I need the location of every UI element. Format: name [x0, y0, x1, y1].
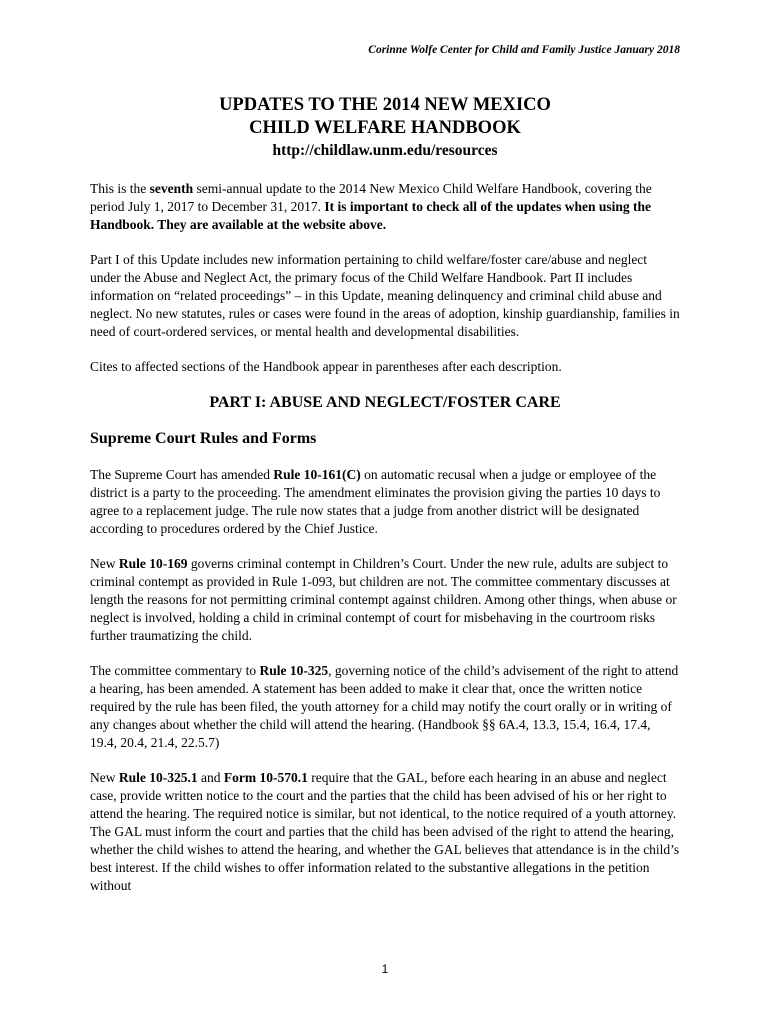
document-title-line-2: CHILD WELFARE HANDBOOK [249, 118, 521, 138]
resources-url: http://childlaw.unm.edu/resources [272, 142, 498, 159]
rule-10-169-paragraph: New Rule 10-169 governs criminal contempt in Children’s Court. Under the new rule, adults are subject to criminal contempt as provided in Rule 1-093, but children are not. The committee commentary discusses at length the reasons for not permitting criminal contempt against children. Among other things, when abuse or neglect is involved, holding a child in criminal contempt of court for misbehaving in the courtroom risks further traumatizing the child. [90, 556, 677, 643]
document-title-line-1: UPDATES TO THE 2014 NEW MEXICO [219, 95, 551, 115]
title-block [90, 94, 680, 162]
rule-10-325-1-paragraph: New Rule 10-325.1 and Form 10-570.1 require that the GAL, before each hearing in an abuse and neglect case, provide written notice to the court and the parties that the child has been advised of his or her right to attend the hearing. The required notice is similar, but not identical, to the notice required of a youth attorney. The GAL must inform the court and parties that the child has been advised of the right to attend the hearing, whether the child wishes to attend the hearing, and whether the GAL believes that attendance is in the child’s best interest. If the child wishes to offer information related to the substantive allegations in the petition without [90, 770, 680, 893]
rule-10-325-paragraph: The committee commentary to Rule 10-325, governing notice of the child’s advisement of the right to attend a hearing, has been amended. A statement has been added to make it clear that, once the written notice required by the rule has been filed, the youth attorney for a child may notify the court orally or in writing of any changes about whether the child will attend the hearing. (Handbook §§ 6A.4, 13.3, 15.4, 16.4, 17.4, 19.4, 20.4, 21.4, 22.5.7) [90, 663, 679, 750]
document-body [90, 180, 680, 912]
intro-paragraph-2: Part I of this Update includes new information pertaining to child welfare/foster care/abuse and neglect under the Abuse and Neglect Act, the primary focus of the Child Welfare Handbook. Part II includes information on “related proceedings” – in this Update, meaning delinquency and criminal child abuse and neglect. No new statutes, rules or cases were found in the areas of adoption, kinship guardianship, families in need of court-ordered services, or mental health and developmental disabilities. [90, 252, 680, 339]
section-heading-supreme-court: Supreme Court Rules and Forms [90, 430, 317, 447]
intro-paragraph-3: Cites to affected sections of the Handbook appear in parentheses after each description. [90, 359, 562, 374]
intro-paragraph-1: This is the seventh semi-annual update to the 2014 New Mexico Child Welfare Handbook, covering the period July 1, 2017 to December 31, 2017. It is important to check all of the updates when using the Handbook. They are available at the website above. [90, 181, 652, 232]
running-header: Corinne Wolfe Center for Child and Family Justice January 2018 [368, 44, 680, 56]
rule-10-161-paragraph: The Supreme Court has amended Rule 10-161(C) on automatic recusal when a judge or employee of the district is a party to the proceeding. The amendment eliminates the provision giving the parties 10 days to agree to a replacement judge. The rule now states that a judge from another district will be designated according to procedures ordered by the Chief Justice. [90, 467, 661, 536]
part-1-heading: PART I: ABUSE AND NEGLECT/FOSTER CARE [209, 394, 561, 411]
page-number: 1 [381, 962, 389, 976]
